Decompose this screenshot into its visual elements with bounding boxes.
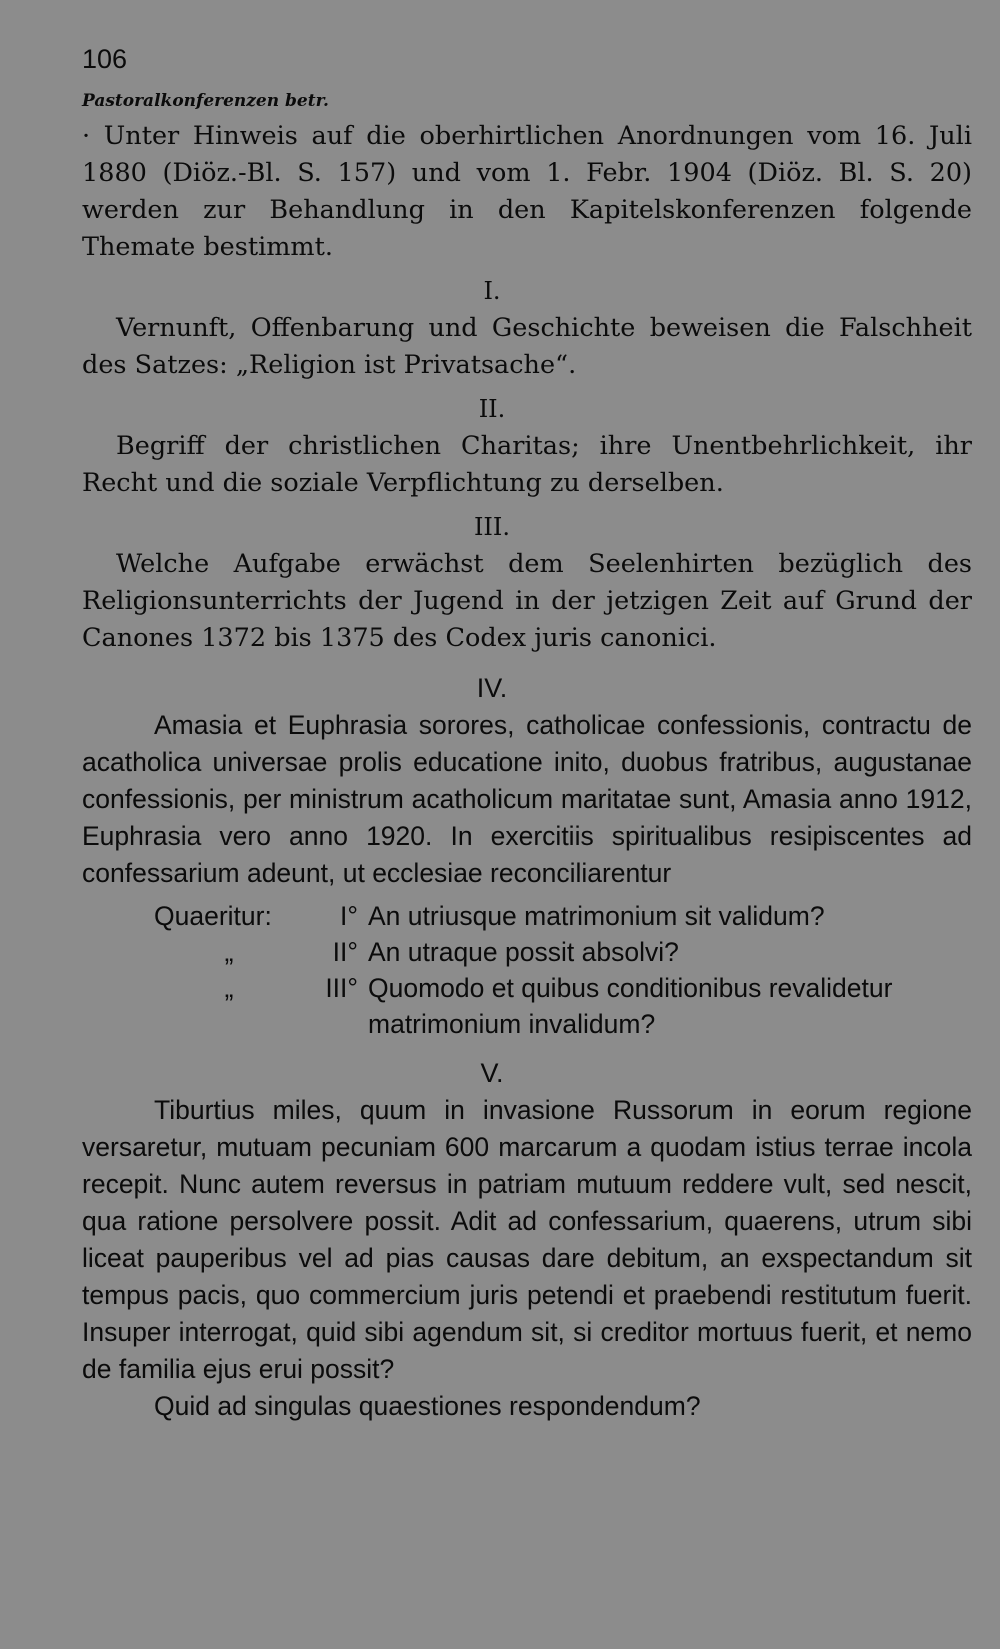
question-label: Quaeritur: <box>154 901 272 931</box>
section-5-text: Tiburtius miles, quum in invasione Russorum in eorum regione versaretur, mutuam pecuniam 600 marcarum a quodam istius terrae incola recepit. Nunc autem reversus in patriam mutuum reddere vult, sed nescit, qua ratione persolvere possit. Adit ad confessarium, quaerens, utrum sibi liceat pauperibus vel ad pias causas dare debitum, an exspectandum sit tempus pacis, quo commercium juris petendi et praebendi restitutum fuerit. Insuper interrogat, quid sibi agendum sit, si creditor mortuus fuerit, et nemo de familia ejus erui possit? <box>82 1095 972 1384</box>
section-numeral-4: IV. <box>476 673 508 703</box>
question-number: II° <box>332 937 358 967</box>
question-item <box>82 898 972 934</box>
section-3-text: Welche Aufgabe erwächst dem Seelenhirten bezüglich des Religionsunterrichts der Jugend in der jetzigen Zeit auf Grund der Canones 1372 bis 1375 des Codex juris canonici. <box>82 549 972 653</box>
section-5-closing: Quid ad singulas quaestiones respondendum? <box>154 1391 701 1421</box>
running-head: Pastoralkonferenzen betr. <box>82 91 329 111</box>
page-number: 106 <box>82 44 128 74</box>
section-numeral-3: III. <box>473 513 511 541</box>
section-numeral-1: I. <box>483 277 501 305</box>
question-label: „ <box>224 937 234 967</box>
intro-paragraph: · Unter Hinweis auf die oberhirtlichen Anordnungen vom 16. Juli 1880 (Diöz.-Bl. S. 157) und vom 1. Febr. 1904 (Diöz. Bl. S. 20) werden zur Behandlung in den Kapitelskonferenzen folgende Themate bestimmt. <box>82 121 972 262</box>
question-text: An utriusque matrimonium sit validum? <box>368 901 825 931</box>
question-number: I° <box>340 901 358 931</box>
section-numeral-2: II. <box>478 395 506 423</box>
question-item <box>82 934 972 970</box>
section-4-text: Amasia et Euphrasia sorores, catholicae confessionis, contractu de acatholica universae prolis educatione inito, duobus fratribus, augustanae confessionis, per ministrum acatholicum maritatae sunt, Amasia anno 1912, Euphrasia vero anno 1920. In exercitiis spiritualibus resipiscentes ad confessarium adeunt, ut ecclesiae reconciliarentur <box>82 710 972 888</box>
question-text: Quomodo et quibus conditionibus revalidetur matrimonium invalidum? <box>368 973 893 1039</box>
question-text: An utraque possit absolvi? <box>368 937 679 967</box>
question-item <box>82 970 972 1042</box>
section-2-text: Begriff der christlichen Charitas; ihre Unentbehrlichkeit, ihr Recht und die soziale Verpflichtung zu derselben. <box>82 431 972 498</box>
question-list <box>82 898 972 1042</box>
question-number: III° <box>325 973 358 1003</box>
section-1-text: Vernunft, Offenbarung und Geschichte beweisen die Falschheit des Satzes: „Religion ist Privatsache“. <box>82 313 972 380</box>
question-label: „ <box>224 973 234 1003</box>
section-numeral-5: V. <box>480 1058 504 1088</box>
